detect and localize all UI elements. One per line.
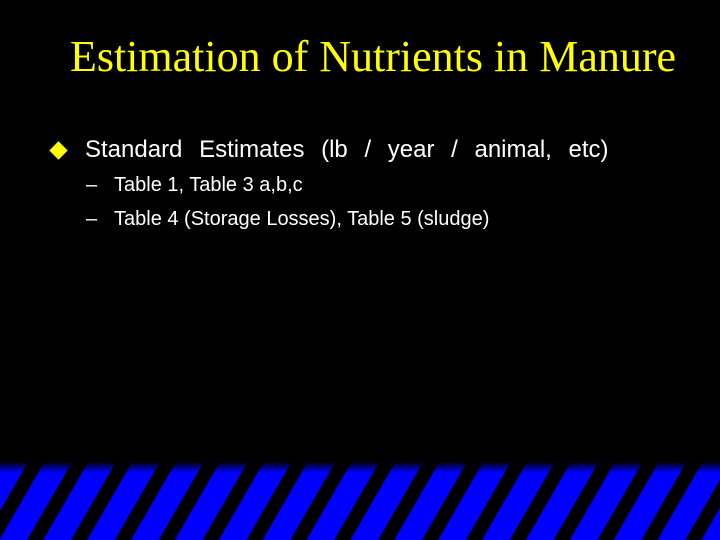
decorative-stripe-band xyxy=(0,463,720,540)
stripe-band-shadow xyxy=(0,463,720,473)
sub-bullet-item xyxy=(86,172,303,198)
bullet-item xyxy=(48,132,609,168)
dash-marker: – xyxy=(86,207,98,230)
sub-bullet-text: Table 4 (Storage Losses), Table 5 (sludge) xyxy=(114,207,490,230)
diamond-bullet-icon xyxy=(49,141,67,159)
slide-title: Estimation of Nutrients in Manure xyxy=(69,32,677,81)
bullet-text: Standard Estimates (lb / year / animal, etc) xyxy=(85,136,609,163)
sub-bullet-item xyxy=(86,206,489,232)
sub-bullet-text: Table 1, Table 3 a,b,c xyxy=(114,173,303,196)
dash-marker: – xyxy=(86,173,98,196)
